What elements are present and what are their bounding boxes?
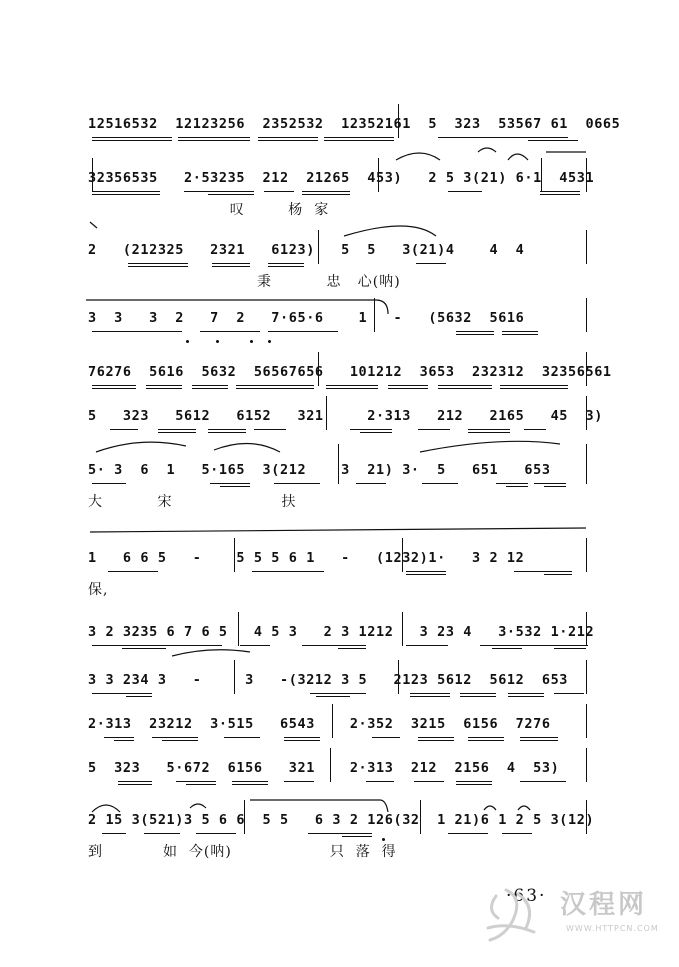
score-line-2 — [88, 166, 595, 226]
score-line-3 — [88, 238, 588, 298]
notation-line: 3 2 3235 6 7 6 5 4 5 3 2 3 1212 3 23 4 3·532 1·212 — [88, 624, 595, 640]
octave-dot — [382, 838, 385, 841]
lyrics-line: 叹 杨 家 — [88, 202, 330, 218]
barline — [586, 352, 587, 386]
barline — [586, 748, 587, 782]
notation-line: 12516532 12123256 2352532 12352161 5 323 53567 61 0665 — [88, 116, 621, 132]
notation-line: 32356535 2·53235 212 21265 453) 2 5 3(21) 6·1 4531 — [88, 170, 595, 186]
barline — [402, 612, 403, 646]
score-line-13 — [88, 808, 595, 868]
octave-dot — [268, 340, 271, 343]
notation-line: 5 323 5·672 6156 321 2·313 212 2156 4 53) — [88, 760, 560, 776]
barline — [586, 230, 587, 264]
barline — [398, 660, 399, 694]
octave-dot — [250, 340, 253, 343]
watermark-brand: 汉程网 — [560, 890, 648, 920]
barline — [402, 538, 403, 572]
score-line-12 — [88, 756, 588, 816]
lyrics-line — [88, 339, 588, 361]
lyrics-line: 秉 忠 心(呐) — [88, 274, 401, 290]
notation-line: 3 3 3 2 7 2 7·65·6 1 - (5632 5616 — [88, 310, 525, 326]
barline — [332, 704, 333, 738]
score-line-4 — [88, 306, 588, 366]
watermark-url: WWW.HTTPCN.COM — [566, 924, 659, 933]
barline — [378, 158, 379, 192]
score-line-1 — [88, 112, 621, 172]
notation-line: 1 6 6 5 - 5 5 5 6 1 - (1232)1· 3 2 12 — [88, 550, 525, 566]
lyrics-line: 到 如 今(呐) 只 落 得 — [88, 844, 397, 860]
notation-line: 5 323 5612 6152 321 2·313 212 2165 45 3) — [88, 408, 603, 424]
notation-line: 2 (212325 2321 6123) 5 5 3(21)4 4 4 — [88, 242, 525, 258]
barline — [586, 800, 587, 834]
notation-line: 3 3 234 3 - 3 -(3212 3 5 2123 5612 5612 653 — [88, 672, 569, 688]
notation-line: 2 15 3(521)3 5 6 6 5 5 6 3 2 126(32 1 21)6 1 2 5 3(12) — [88, 812, 595, 828]
barline — [586, 538, 587, 572]
octave-dot — [186, 340, 189, 343]
octave-dot — [216, 340, 219, 343]
barline — [338, 444, 339, 484]
lyrics-line — [88, 145, 588, 167]
barline — [318, 230, 319, 264]
notation-line: 76276 5616 5632 56567656 101212 3653 232312 32356561 — [88, 364, 612, 380]
barline — [318, 352, 319, 386]
barline — [234, 660, 235, 694]
barline — [92, 158, 93, 192]
barline — [586, 704, 587, 738]
notation-line: 5· 3 6 1 5·165 3(212 3 21) 3· 5 651 653 — [88, 462, 551, 478]
page-number: ·63· — [506, 886, 547, 906]
barline — [330, 748, 331, 782]
barline — [420, 800, 421, 834]
barline — [374, 298, 375, 332]
barline — [398, 104, 399, 138]
barline — [586, 660, 587, 694]
barline — [244, 800, 245, 834]
barline — [586, 444, 587, 484]
barline — [238, 612, 239, 646]
barline — [586, 298, 587, 332]
barline — [541, 158, 542, 192]
score-line-8 — [88, 546, 588, 606]
lyrics-line: 保, — [88, 582, 109, 598]
barline — [586, 158, 587, 192]
barline — [234, 538, 235, 572]
lyrics-line: 大 宋 扶 — [88, 494, 297, 510]
notation-line: 2·313 23212 3·515 6543 2·352 3215 6156 7276 — [88, 716, 551, 732]
barline — [586, 396, 587, 430]
barline — [326, 396, 327, 430]
barline — [586, 612, 587, 646]
